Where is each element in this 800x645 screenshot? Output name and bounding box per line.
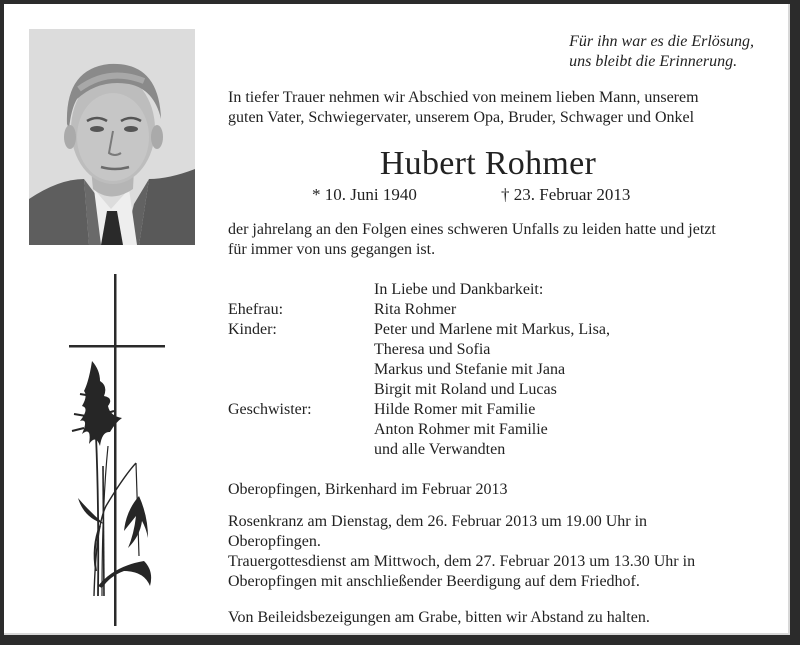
portrait-photo (29, 29, 195, 245)
closing-note: Von Beileidsbezeigungen am Grabe, bitten wir Abstand zu halten. (228, 609, 650, 626)
death-date: † 23. Februar 2013 (501, 185, 631, 204)
relation-names: Theresa und Sofia (374, 341, 491, 358)
family-row (228, 440, 610, 460)
intro-line-1: In tiefer Trauer nehmen wir Abschied von meinem lieben Mann, unserem (228, 89, 699, 106)
family-row (228, 360, 610, 380)
relation-names: Birgit mit Roland und Lucas (374, 381, 557, 398)
description-line-2: für immer von uns gegangen ist. (228, 241, 436, 258)
family-row (228, 340, 610, 360)
family-row (228, 400, 610, 420)
family-list (228, 280, 610, 460)
place-date: Oberopfingen, Birkenhard im Februar 2013 (228, 481, 508, 498)
relation-names: Anton Rohmer mit Familie (374, 421, 548, 438)
relation-names: Markus und Stefanie mit Jana (374, 361, 566, 378)
intro-line-2: guten Vater, Schwiegervater, unserem Opa, Bruder, Schwager und Onkel (228, 109, 695, 126)
relation-names: und alle Verwandten (374, 441, 506, 458)
relation-label (228, 340, 374, 360)
description-text (228, 220, 788, 260)
relation-label (228, 440, 374, 460)
relation-names: Hilde Romer mit Familie (374, 401, 536, 418)
family-row (228, 320, 610, 340)
relation-names: Peter und Marlene mit Markus, Lisa, (374, 321, 610, 338)
deceased-name: Hubert Rohmer (379, 145, 597, 182)
motto-line-1: Für ihn war es die Erlösung, (569, 33, 754, 50)
relation-names: Rita Rohmer (374, 301, 457, 318)
family-heading-row (228, 280, 610, 300)
cross-with-grass-icon (44, 266, 184, 626)
service-line-1: Rosenkranz am Dienstag, dem 26. Februar 2013 um 19.00 Uhr in (228, 513, 648, 530)
description-line-1: der jahrelang an den Folgen eines schweren Unfalls zu leiden hatte und jetzt (228, 221, 716, 238)
birth-date: * 10. Juni 1940 (312, 185, 417, 204)
service-line-3: Trauergottesdienst am Mittwoch, dem 27. Februar 2013 um 13.30 Uhr in (228, 553, 696, 570)
family-heading: In Liebe und Dankbarkeit: (374, 281, 544, 298)
service-line-4: Oberopfingen mit anschließender Beerdigung auf dem Friedhof. (228, 573, 640, 590)
family-row (228, 420, 610, 440)
motto-line-2: uns bleibt die Erinnerung. (569, 53, 738, 70)
relation-label: Kinder: (228, 321, 277, 338)
family-row (228, 380, 610, 400)
family-row (228, 300, 610, 320)
motto (569, 32, 754, 72)
obituary-notice (4, 4, 790, 635)
relation-label (228, 360, 374, 380)
relation-label: Geschwister: (228, 401, 312, 418)
intro-text (228, 88, 788, 128)
service-line-2: Oberopfingen. (228, 533, 321, 550)
relation-label (228, 420, 374, 440)
relation-label (228, 380, 374, 400)
relation-label: Ehefrau: (228, 301, 284, 318)
portrait-image (29, 29, 195, 245)
service-info (228, 512, 788, 592)
